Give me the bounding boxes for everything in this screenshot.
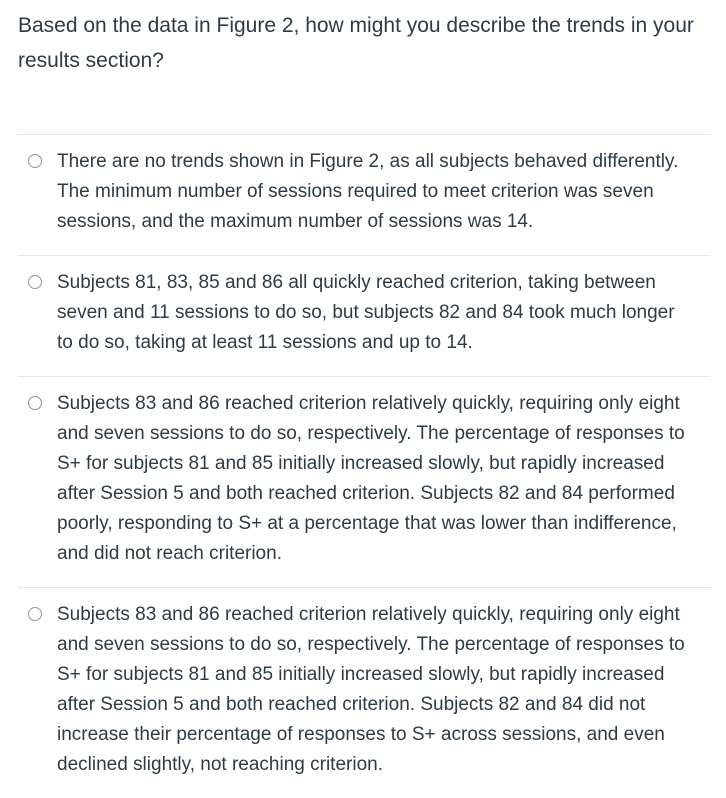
answer-option-text: Subjects 83 and 86 reached criterion relatively quickly, requiring only eight and seven sessions to do so, respectively. The percentage of responses to S+ for subjects 81 and 85 initially increased slowly, but rapidly increased after Session 5 and both reached criterion. Subjects 82 and 84 performed poorly, responding to S+ at a percentage that was lower than indifference, and did not reach criterion. [57, 393, 685, 564]
answer-option-3[interactable] [18, 377, 711, 588]
answer-option-2[interactable] [18, 256, 711, 377]
answer-option-1[interactable] [18, 135, 711, 256]
answer-list [18, 134, 711, 798]
answer-option-4[interactable] [18, 588, 711, 798]
question-text: Based on the data in Figure 2, how might you describe the trends in your results section? [18, 14, 694, 72]
radio-button-icon[interactable] [28, 396, 42, 410]
radio-button-icon[interactable] [28, 154, 42, 168]
radio-button-icon[interactable] [28, 275, 42, 289]
radio-button-icon[interactable] [28, 607, 42, 621]
answer-option-text: Subjects 81, 83, 85 and 86 all quickly reached criterion, taking between seven and 11 sessions to do so, but subjects 82 and 84 took much longer to do so, taking at least 11 sessions and up to 14. [57, 272, 675, 353]
answer-option-text: There are no trends shown in Figure 2, as all subjects behaved differently. The minimum number of sessions required to meet criterion was seven sessions, and the maximum number of sessions was 14. [57, 151, 679, 232]
answer-option-text: Subjects 83 and 86 reached criterion relatively quickly, requiring only eight and seven sessions to do so, respectively. The percentage of responses to S+ for subjects 81 and 85 initially increased slowly, but rapidly increased after Session 5 and both reached criterion. Subjects 82 and 84 did not increase their percentage of responses to S+ across sessions, and even declined slightly, not reaching criterion. [57, 604, 685, 775]
